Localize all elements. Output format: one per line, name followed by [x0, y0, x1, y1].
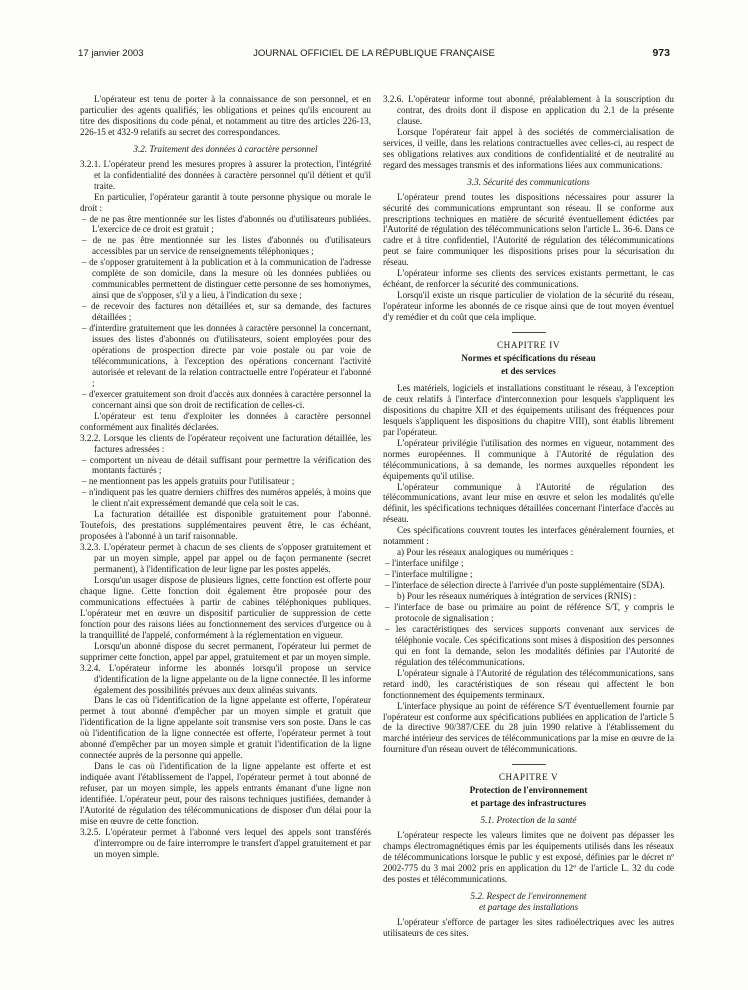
paragraph: L'opérateur s'efforce de partager les sites radioélectriques avec les autres utilisateurs de ces sites. [383, 916, 674, 938]
section-heading-5-2-line1: 5.2. Respect de l'environnement [470, 890, 587, 901]
section-heading-5-1: 5.1. Protection de la santé [480, 815, 577, 826]
list-item: – l'interface de base ou primaire au point de référence S/T, y compris le protocole de signalisation ; [385, 601, 674, 623]
paragraph: L'opérateur communique à l'Autorité de régulation des télécommunications, avant leur mise en œuvre et selon les modalités qu'elle définit, les spécifications techniques détaillées concernant l'interface d'accès au réseau. [383, 481, 674, 525]
chapter-label-v: CHAPITRE V [383, 764, 674, 783]
chapter-title-iv-line2: et des services [501, 365, 556, 376]
paragraph: L'opérateur est tenu de porter à la connaissance de son personnel, et en particulier des agents qualifiés, les obligations et peines qu'ils encourent au titre des dispositions du code pénal, et notamment au titre des articles 226-13, 226-15 et 432-9 relatifs au secret des correspondances. [80, 94, 371, 137]
list-item: – de s'opposer gratuitement à la publication et à la communication de l'adresse complète de son domicile, dans la mesure où les données publiées ou communicables permettent de distinguer cette personne de ses homonymes, ainsi que de s'opposer, s'il y a lieu, à l'indication du sexe ; [82, 257, 371, 301]
list-item: – de recevoir des factures non détaillées et, sur sa demande, des factures détaillées ; [82, 301, 371, 323]
header-date: 17 janvier 2003 [78, 48, 144, 59]
paragraph: L'interface physique au point de référence S/T éventuellement fournie par l'opérateur est conforme aux spécifications publiées en application de l'article 5 de la directive 90/387/CEE du 28 juin 1990 relative à l'établissement du marché intérieur des services de télécommunications par la mise en œuvre de la fourniture d'un réseau ouvert de télécommunications. [383, 700, 674, 755]
header-page-number: 973 [652, 47, 670, 59]
clause-3-2-1: 3.2.1. L'opérateur prend les mesures propres à assurer la protection, l'intégrité et la confidentialité des données à caractère personnel qu'il détient et qu'il traite. [80, 158, 371, 191]
paragraph: Les matériels, logiciels et installations constituant le réseau, à l'exception de ceux relatifs à l'interface d'interconnexion pour lesquels s'appliquent les dispositions du chapitre XII et des équipements utilisant des fréquences pour lesquels s'appliquent les dispositions du chapitre VIII), sont établis librement par l'opérateur. [383, 382, 674, 437]
paragraph: Lorsqu'un usager dispose de plusieurs lignes, cette fonction est offerte pour chaque ligne. Cette fonction doit également être proposée pour des communications effectuées à partir de cabines téléphoniques publiques. L'opérateur met en œuvre un dispositif particulier de suppression de cette fonction pour des raisons liées au fonctionnement des services d'urgence ou à la tranquillité de l'appelé, conformément à la réglementation en vigueur. [80, 574, 371, 640]
list-item: – ne mentionnent pas les appels gratuits pour l'utilisateur ; [82, 476, 295, 487]
clause-3-2-5: 3.2.5. L'opérateur permet à l'abonné vers lequel des appels sont transférés d'interrompre ou de faire interrompre le transfert d'appel gratuitement et par un moyen simple. [80, 826, 371, 859]
chapter-label-iv: CHAPITRE IV [383, 332, 674, 351]
list-item: – d'interdire gratuitement que les données à caractère personnel la concernant, issues des listes d'abonnés ou d'utilisateurs, soient employées pour des opérations de prospection directe par voie postale ou par voie de télécommunications, à l'exception des opérations concernant l'activité autorisée et relevant de la relation contractuelle entre l'opérateur et l'abonné ; [82, 323, 371, 388]
subsection-b: b) Pour les réseaux numériques à intégration de services (RNIS) : [397, 591, 637, 602]
list-item: – de ne pas être mentionnée sur les listes d'abonnés ou d'utilisateurs accessibles par un service de renseignements téléphoniques ; [82, 235, 371, 257]
clause-3-2-3: 3.2.3. L'opérateur permet à chacun de ses clients de s'opposer gratuitement et par un moyen simple, appel par appel ou de façon permanente (secret permanent), à l'identification de leur ligne par les postes appelés. [80, 542, 371, 575]
header-journal-title: JOURNAL OFFICIEL DE LA RÉPUBLIQUE FRANÇAISE [253, 48, 495, 59]
clause-3-2-6: 3.2.6. L'opérateur informe tout abonné, préalablement à la souscription du contrat, des droits dont il dispose en application du 2.1 de la présente clause. [383, 94, 674, 126]
paragraph: L'opérateur est tenu d'exploiter les données à caractère personnel conformément aux finalités déclarées. [80, 410, 371, 432]
section-heading-3-2: 3.2. Traitement des données à caractère personnel [133, 143, 318, 154]
chapter-title-v-line2: et partage des infrastructures [470, 798, 587, 809]
list-item: – comportent un niveau de détail suffisant pour permettre la vérification des montants facturés ; [82, 454, 371, 476]
paragraph: La facturation détaillée est disponible gratuitement pour l'abonné. Toutefois, des prestations supplémentaires peuvent être, le cas échéant, proposées à l'abonné à un tarif raisonnable. [80, 509, 371, 542]
paragraph: L'opérateur privilégie l'utilisation des normes en vigueur, notamment des normes européennes. Il communique à l'Autorité de régulation des télécommunications, à sa demande, les normes auxquelles répondent les équipements qu'il utilise. [383, 437, 674, 481]
paragraph: L'opérateur informe ses clients des services existants permettant, le cas échéant, de renforcer la sécurité des communications. [383, 268, 674, 290]
paragraph: Lorsqu'il existe un risque particulier de violation de la sécurité du réseau, l'opérateur informe les abonnés de ce risque ainsi que de tout moyen éventuel d'y remédier et du coût que cela implique. [383, 290, 674, 323]
left-column [80, 94, 371, 860]
paragraph: Dans le cas où l'identification de la ligne appelante est offerte, l'opérateur permet à tout abonné d'empêcher par un moyen simple et gratuit que l'identification de la ligne appelante soit transmise vers son poste. Dans le cas où l'identification de la ligne connectée est offerte, l'opérateur permet à tout abonné d'empêcher par un moyen simple et gratuit l'identification de la ligne connectée auprès de la personne qui appelle. [80, 695, 371, 761]
section-heading-3-3: 3.3. Sécurité des communications [467, 176, 590, 187]
clause-3-2-4: 3.2.4. L'opérateur informe les abonnés lorsqu'il propose un service d'identification de la ligne appelante ou de la ligne connectée. Il les informe également des possibilités prévues aux deux alinéas suivants. [80, 662, 371, 695]
paragraph: Dans le cas où l'identification de la ligne appelante est offerte et est indiquée avant l'établissement de l'appel, l'opérateur permet à tout abonné de refuser, par un moyen simple, les appels entrants émanant d'une ligne non identifiée. L'opérateur peut, pour des raisons techniques justifiées, demander à l'Autorité de régulation des télécommunications de disposer d'un délai pour la mise en œuvre de cette fonction. [80, 761, 371, 826]
section-heading-5-2-line2: et partage des installations [478, 901, 579, 912]
paragraph: L'opérateur signale à l'Autorité de régulation des télécommunications, sans retard ind0, les caractéristiques de son réseau qui affectent le bon fonctionnement des équipements terminaux. [383, 667, 674, 700]
right-column [383, 94, 674, 939]
list-item: – d'exercer gratuitement son droit d'accès aux données à caractère personnel la concernant ainsi que son droit de rectification de celles-ci. [82, 388, 371, 410]
subsection-a: a) Pour les réseaux analogiques ou numériques : [397, 547, 574, 558]
clause-3-2-2: 3.2.2. Lorsque les clients de l'opérateur reçoivent une facturation détaillée, les factures adressées : [80, 432, 371, 454]
paragraph: Lorsque l'opérateur fait appel à des sociétés de commercialisation de services, il veille, dans les relations contractuelles avec celles-ci, au respect de ses obligations relatives aux conditions de confidentialité et de neutralité au regard des messages transmis et des informations liées aux communications. [383, 126, 674, 170]
list-item: – l'interface unifilge ; [385, 558, 464, 569]
list-item: – de ne pas être mentionnée sur les listes d'abonnés ou d'utilisateurs publiées. L'exercice de ce droit est gratuit ; [82, 213, 371, 235]
list-item: – l'interface de sélection directe à l'arrivée d'un poste supplémentaire (SDA). [385, 580, 665, 591]
paragraph: En particulier, l'opérateur garantit à toute personne physique ou morale le droit : [80, 191, 371, 213]
list-item: – l'interface multiligne ; [385, 569, 473, 580]
chapter-title-iv-line1: Normes et spécifications du réseau [461, 353, 596, 364]
paragraph: Ces spécifications couvrent toutes les interfaces généralement fournies, et notamment : [383, 525, 674, 547]
paragraph: L'opérateur respecte les valeurs limites que ne doivent pas dépasser les champs électromagnétiques émis par les équipements utilisés dans les réseaux de télécommunications lorsque le public y est exposé, définies par le décret nº 2002-775 du 3 mai 2002 pris en application du 12º de l'article L. 32 du code des postes et télécommunications. [383, 830, 674, 884]
chapter-title-v-line1: Protection de l'environnement [469, 785, 588, 796]
list-item: – les caractéristiques des services supports convenant aux services de téléphonie vocale. Ces spécifications sont mises à disposition des personnes qui en font la demande, selon les modalités définies par l'Autorité de régulation des télécommunications. [385, 623, 674, 667]
page-header [78, 46, 670, 62]
paragraph: Lorsqu'un abonné dispose du secret permanent, l'opérateur lui permet de supprimer cette fonction, appel par appel, gratuitement et par un moyen simple. [80, 640, 371, 662]
list-item: – n'indiquent pas les quatre derniers chiffres des numéros appelés, à moins que le client n'ait expressément demandé que cela soit le cas. [82, 487, 371, 509]
paragraph: L'opérateur prend toutes les dispositions nécessaires pour assurer la sécurité des communications empruntant son réseau. Il se conforme aux prescriptions techniques en matière de sécurité éventuellement édictées par l'Autorité de régulation des télécommunications selon l'article L. 36-6. Dans ce cadre et à titre confidentiel, l'Autorité de régulation des télécommunications peut se faire communiquer les dispositions prises pour la sécurisation du réseau. [383, 191, 674, 268]
